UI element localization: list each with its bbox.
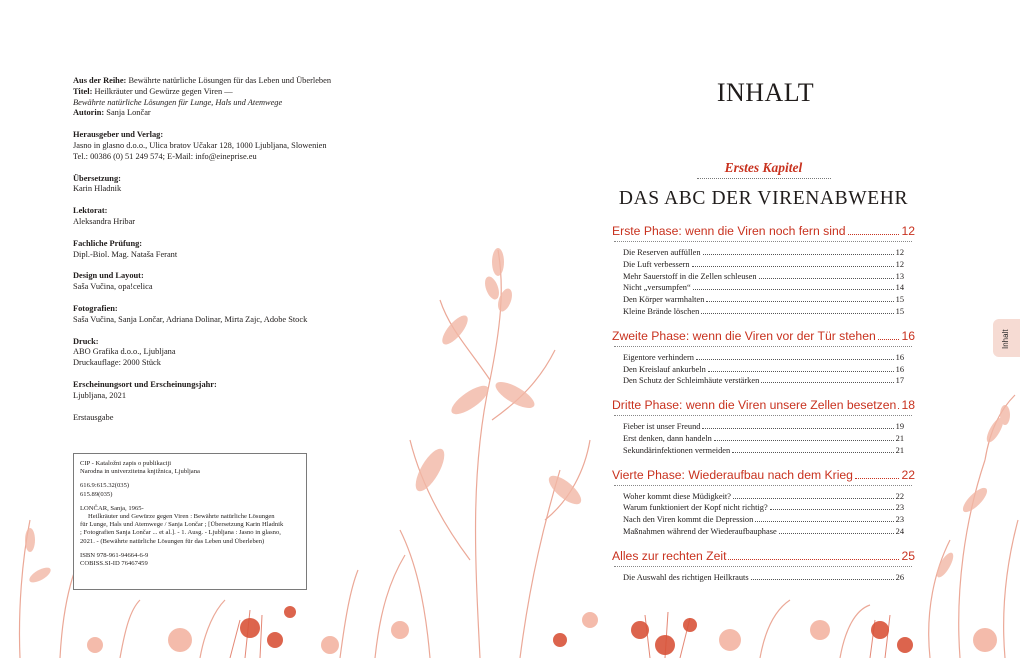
imprint-editing-label: Lektorat: xyxy=(73,206,108,216)
imprint-review-block xyxy=(73,239,373,261)
toc-entry[interactable] xyxy=(623,352,904,364)
toc-phase-2-items xyxy=(612,352,904,387)
imprint-editing-value: Aleksandra Hribar xyxy=(73,216,136,226)
imprint-series-label: Aus der Reihe: xyxy=(73,76,127,85)
imprint-translation-label: Übersetzung: xyxy=(73,173,121,183)
toc-entry-title: Die Reserven auffüllen xyxy=(623,248,701,257)
toc-entry-page: 15 xyxy=(895,295,904,305)
toc-entry[interactable] xyxy=(623,247,904,259)
chapter-title: DAS ABC DER VIRENABWEHR xyxy=(618,188,909,209)
toc-title: INHALT xyxy=(716,78,815,107)
toc-entry-page: 12 xyxy=(895,248,904,257)
toc-entry-page: 15 xyxy=(895,306,904,316)
imprint-design-value: Saša Vučina, opa!celica xyxy=(73,282,153,292)
imprint-review-value: Dipl.-Biol. Mag. Nataša Ferant xyxy=(73,249,178,259)
toc-entry-title: Nicht „versumpfen“ xyxy=(623,283,691,293)
cip-desc-1: Heilkräuter und Gewürze gegen Viren : Bewährte natürliche Lösungen xyxy=(88,513,275,521)
toc-phase-title: Zweite Phase: wenn die Viren vor der Tür stehen xyxy=(612,328,876,343)
toc-phase-2[interactable] xyxy=(612,329,915,343)
toc-entry-page: 26 xyxy=(895,572,904,582)
toc-entry-title: Maßnahmen während der Wiederaufbauphase xyxy=(623,526,777,536)
cip-desc-3: ; Fotografien Sanja Lončar ... et al.]. - 1. Ausg. - Ljubljana : Jasno in glasno, xyxy=(80,529,281,537)
cip-heading: CIP - Kataložni zapis o publikaciji xyxy=(80,460,172,467)
cip-desc-4: 2021. - (Bewährte natürliche Lösungen für das Leben und Überleben) xyxy=(80,537,265,545)
imprint-editing-block xyxy=(73,206,373,228)
cip-library: Narodna in univerzitetna knjižnica, Ljubljana xyxy=(80,468,200,476)
cip-record-box xyxy=(73,453,307,590)
section-tab-label: Inhalt xyxy=(1001,329,1010,349)
toc-entry[interactable] xyxy=(623,491,904,503)
imprint-title-value: Heilkräuter und Gewürze gegen Viren — xyxy=(94,86,233,96)
imprint-place-value: Ljubljana, 2021 xyxy=(73,390,127,400)
toc-entry-title: Den Körper warmhalten xyxy=(623,295,705,305)
toc-phase-title: Erste Phase: wenn die Viren noch fern sind xyxy=(612,224,846,238)
toc-entry[interactable] xyxy=(623,421,904,433)
imprint-print-block xyxy=(73,337,373,369)
cip-cobiss: COBISS.SI-ID 76467459 xyxy=(80,560,148,568)
toc-entry[interactable] xyxy=(623,294,904,306)
toc-entry[interactable] xyxy=(623,572,904,584)
toc-entry-title: Nach den Viren kommt die Depression xyxy=(623,515,754,525)
imprint-author-line xyxy=(73,108,373,119)
cip-class-1: 616.9:615.32(035) xyxy=(80,482,130,490)
imprint-publisher-block xyxy=(73,130,373,162)
toc-entry-page: 21 xyxy=(895,433,904,443)
toc-phase-title: Alles zur rechten Zeit xyxy=(612,548,727,563)
imprint-print-printer: ABO Grafika d.o.o., Ljubljana xyxy=(73,347,176,357)
toc-entry-page: 17 xyxy=(895,376,904,386)
toc-entry-page: 22 xyxy=(895,491,904,501)
toc-entry-page: 24 xyxy=(895,526,904,536)
toc-entry[interactable] xyxy=(623,445,904,457)
toc-entry[interactable] xyxy=(623,282,904,294)
toc-entry[interactable] xyxy=(623,526,904,538)
toc-phase-4[interactable] xyxy=(612,468,915,482)
toc-phase-1[interactable] xyxy=(612,224,915,238)
toc-phase-rule xyxy=(614,485,912,486)
toc-entry-title: Erst denken, dann handeln xyxy=(623,433,712,443)
toc-entry-title: Die Luft verbessern xyxy=(623,259,690,269)
imprint-publisher-contact: Tel.: 00386 (0) 51 249 574; E-Mail: info@eineprise.eu xyxy=(73,151,257,161)
imprint-title-line xyxy=(73,87,373,98)
chapter-rule xyxy=(697,178,831,179)
toc-entry-title: Den Schutz der Schleimhäute verstärken xyxy=(623,376,760,386)
toc-entry-page: 16 xyxy=(895,352,904,362)
imprint-review-label: Fachliche Prüfung: xyxy=(73,238,143,248)
toc-entry[interactable] xyxy=(623,271,904,283)
imprint-publisher-label: Herausgeber und Verlag: xyxy=(73,130,164,140)
imprint-translation-value: Karin Hladnik xyxy=(73,184,122,194)
toc-entry-page: 14 xyxy=(895,283,904,293)
toc-entry[interactable] xyxy=(623,306,904,318)
toc-phase-page: 12 xyxy=(901,224,915,238)
toc-phase-page: 22 xyxy=(901,467,915,482)
imprint-publisher-address: Jasno in glasno d.o.o., Ulica bratov Učakar 128, 1000 Ljubljana, Slowenien xyxy=(73,140,327,150)
toc-phase-page: 18 xyxy=(901,398,915,413)
toc-entry-page: 23 xyxy=(895,503,904,513)
imprint-photo-label: Fotografien: xyxy=(73,303,118,313)
imprint-photo-block xyxy=(73,304,373,326)
table-of-contents xyxy=(612,78,915,584)
toc-phase-rule xyxy=(614,415,912,416)
toc-phase-page: 16 xyxy=(901,328,915,343)
cip-class-2: 615.89(035) xyxy=(80,490,113,498)
imprint-print-label: Druck: xyxy=(73,336,99,346)
imprint-photo-value: Saša Vučina, Sanja Lončar, Adriana Dolinar, Mirta Zajc, Adobe Stock xyxy=(73,314,308,324)
toc-entry[interactable] xyxy=(623,433,904,445)
toc-phase-3-items xyxy=(612,421,904,456)
toc-entry-title: Woher kommt diese Müdigkeit? xyxy=(623,491,731,501)
toc-entry-page: 19 xyxy=(895,422,904,432)
toc-phase-3[interactable] xyxy=(612,398,915,412)
cip-desc-2: für Lunge, Hals und Atemwege / Sanja Lončar ; [Übersetzung Karin Hladnik xyxy=(80,521,284,529)
toc-entry-page: 16 xyxy=(895,364,904,374)
imprint-title-label: Titel: xyxy=(73,86,93,96)
toc-entry-page: 13 xyxy=(895,271,904,281)
imprint-series-value: Bewährte natürliche Lösungen für das Leben und Überleben xyxy=(128,76,332,85)
imprint-place-block xyxy=(73,380,373,402)
toc-entry[interactable] xyxy=(623,502,904,514)
toc-phase-page: 25 xyxy=(901,548,915,563)
toc-entry-title: Die Auswahl des richtigen Heilkrauts xyxy=(623,572,749,582)
toc-entry-title: Eigentore verhindern xyxy=(623,352,694,362)
toc-entry-page: 23 xyxy=(895,515,904,525)
toc-phase-rule xyxy=(614,566,912,567)
imprint xyxy=(73,76,373,434)
toc-phase-1-items xyxy=(612,247,904,318)
imprint-print-run: Druckauflage: 2000 Stück xyxy=(73,358,161,368)
toc-phase-title: Vierte Phase: Wiederaufbau nach dem Krieg xyxy=(612,467,853,482)
toc-entry-page: 12 xyxy=(895,259,904,269)
toc-phase-rule xyxy=(614,241,912,242)
toc-entry-title: Mehr Sauerstoff in die Zellen schleusen xyxy=(623,271,757,281)
toc-entry[interactable] xyxy=(623,259,904,271)
toc-section-timing[interactable] xyxy=(612,549,915,563)
imprint-design-block xyxy=(73,271,373,293)
toc-section-timing-items xyxy=(612,572,904,584)
toc-entry-title: Den Kreislauf ankurbeln xyxy=(623,364,706,374)
cip-author: LONČAR, Sanja, 1965- xyxy=(80,504,144,512)
toc-entry-page: 21 xyxy=(895,445,904,455)
section-tab-inhalt[interactable] xyxy=(993,319,1020,357)
imprint-series-line xyxy=(73,76,373,87)
imprint-place-label: Erscheinungsort und Erscheinungsjahr: xyxy=(73,379,217,389)
imprint-subtitle: Bewährte natürliche Lösungen für Lunge, Hals und Atemwege xyxy=(73,97,283,107)
toc-entry-title: Fieber ist unser Freund xyxy=(623,422,701,432)
toc-phase-title: Dritte Phase: wenn die Viren unsere Zellen besetzen xyxy=(612,398,897,413)
toc-entry[interactable] xyxy=(623,375,904,387)
imprint-translation-block xyxy=(73,174,373,196)
imprint-edition: Erstausgabe xyxy=(73,412,114,422)
toc-entry-title: Warum funktioniert der Kopf nicht richtig? xyxy=(623,503,768,513)
toc-entry-title: Kleine Brände löschen xyxy=(623,306,700,316)
imprint-author-value: Sanja Lončar xyxy=(106,108,151,118)
imprint-series-block xyxy=(73,76,373,119)
toc-phase-4-items xyxy=(612,491,904,538)
imprint-author-label: Autorin: xyxy=(73,108,105,118)
cip-isbn: ISBN 978-961-94664-6-9 xyxy=(80,551,149,559)
toc-phase-rule xyxy=(614,346,912,347)
imprint-design-label: Design und Layout: xyxy=(73,271,144,281)
toc-entry-title: Sekundärinfektionen vermeiden xyxy=(623,445,731,455)
chapter-label: Erstes Kapitel xyxy=(724,160,803,175)
toc-entry[interactable] xyxy=(623,364,904,376)
toc-entry[interactable] xyxy=(623,514,904,526)
